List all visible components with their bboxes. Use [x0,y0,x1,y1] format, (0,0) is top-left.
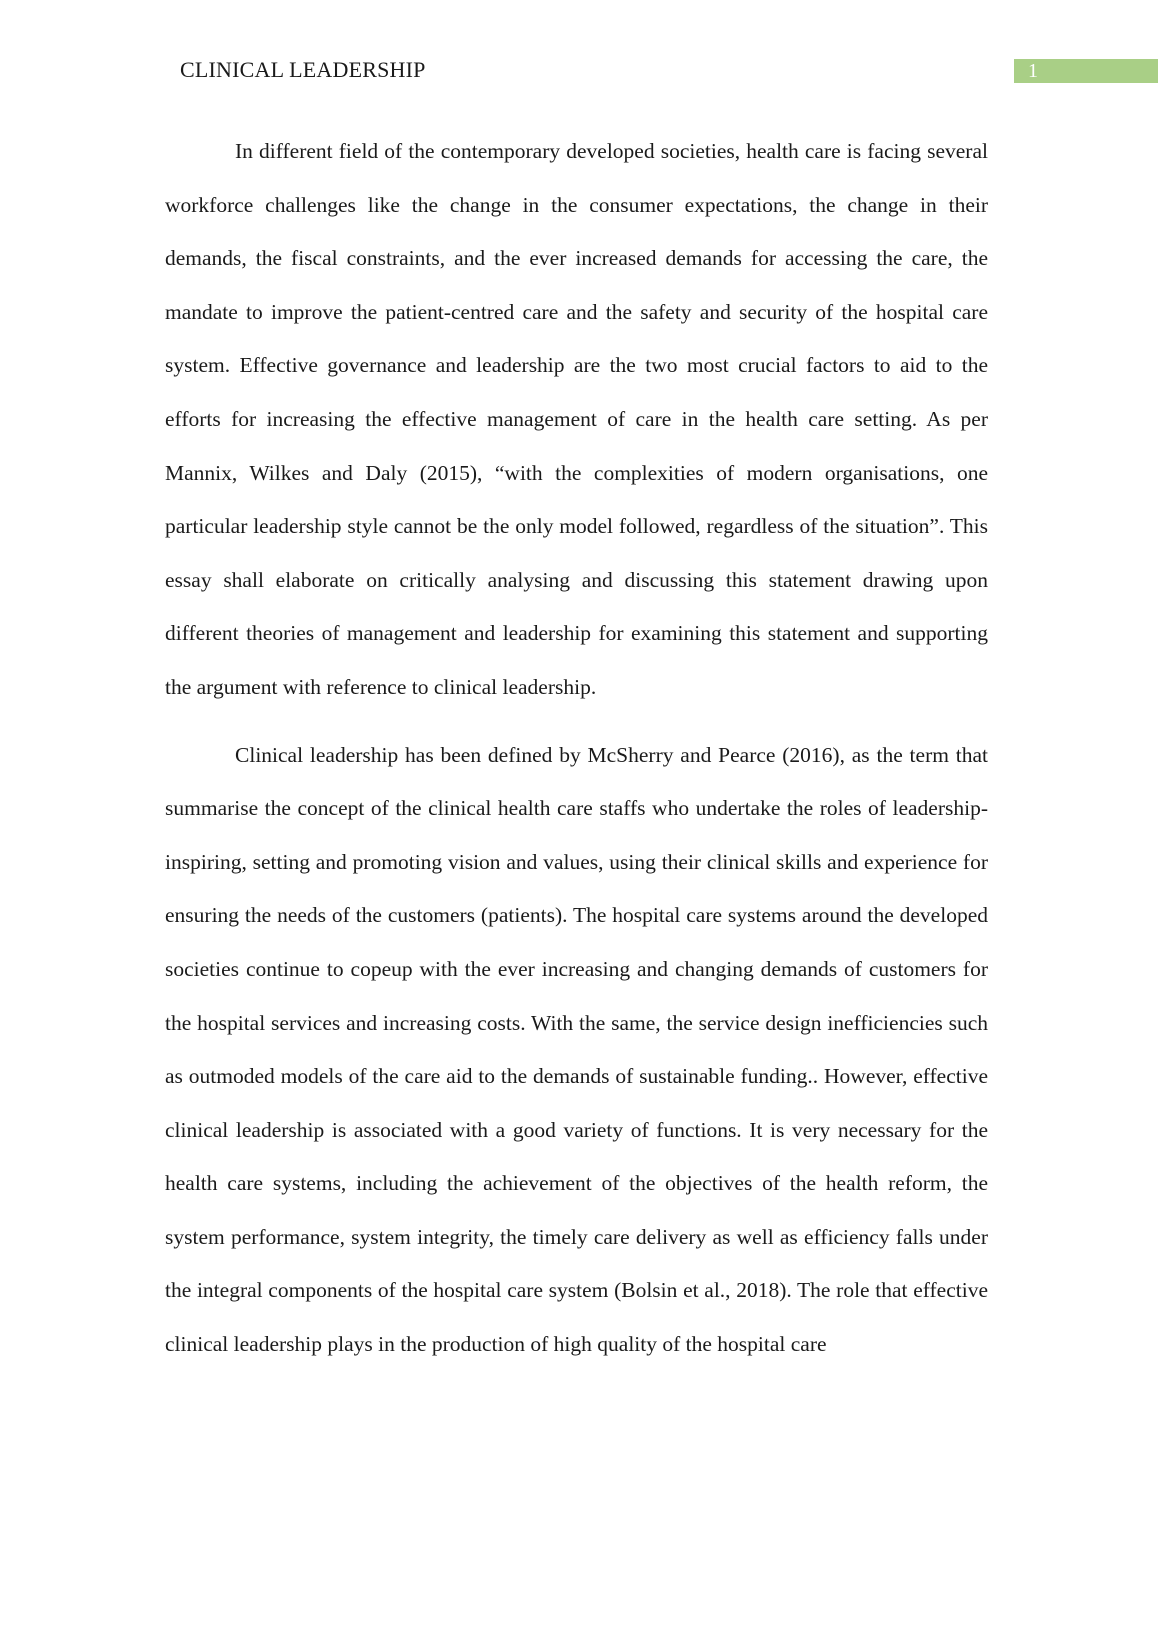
document-body [165,125,988,1372]
page-number: 1 [1028,60,1038,82]
paragraph-clinical-leadership-definition: Clinical leadership has been defined by McSherry and Pearce (2016), as the term that summarise the concept of the clinical health care staffs who undertake the roles of leadership- inspiring, setting and promoting vision and values, using their clinical skills and experience for ensuring the needs of the customers (patients). The hospital care systems around the developed societies continue to copeup with the ever increasing and changing demands of customers for the hospital services and increasing costs. With the same, the service design inefficiencies such as outmoded models of the care aid to the demands of sustainable funding.. However, effective clinical leadership is associated with a good variety of functions. It is very necessary for the health care systems, including the achievement of the objectives of the health reform, the system performance, system integrity, the timely care delivery as well as efficiency falls under the integral components of the hospital care system (Bolsin et al., 2018). The role that effective clinical leadership plays in the production of high quality of the hospital care [165,742,988,1357]
paragraph-intro: In different field of the contemporary developed societies, health care is facing several workforce challenges like the change in the consumer expectations, the change in their demands, the fiscal constraints, and the ever increased demands for accessing the care, the mandate to improve the patient-centred care and the safety and security of the hospital care system. Effective governance and leadership are the two most crucial factors to aid to the efforts for increasing the effective management of care in the health care setting. As per Mannix, Wilkes and Daly (2015), “with the complexities of modern organisations, one particular leadership style cannot be the only model followed, regardless of the situation”. This essay shall elaborate on critically analysing and discussing this statement drawing upon different theories of management and leadership for examining this statement and supporting the argument with reference to clinical leadership. [165,139,988,699]
running-head-title: CLINICAL LEADERSHIP [180,57,426,82]
page-number-badge [1014,59,1158,83]
